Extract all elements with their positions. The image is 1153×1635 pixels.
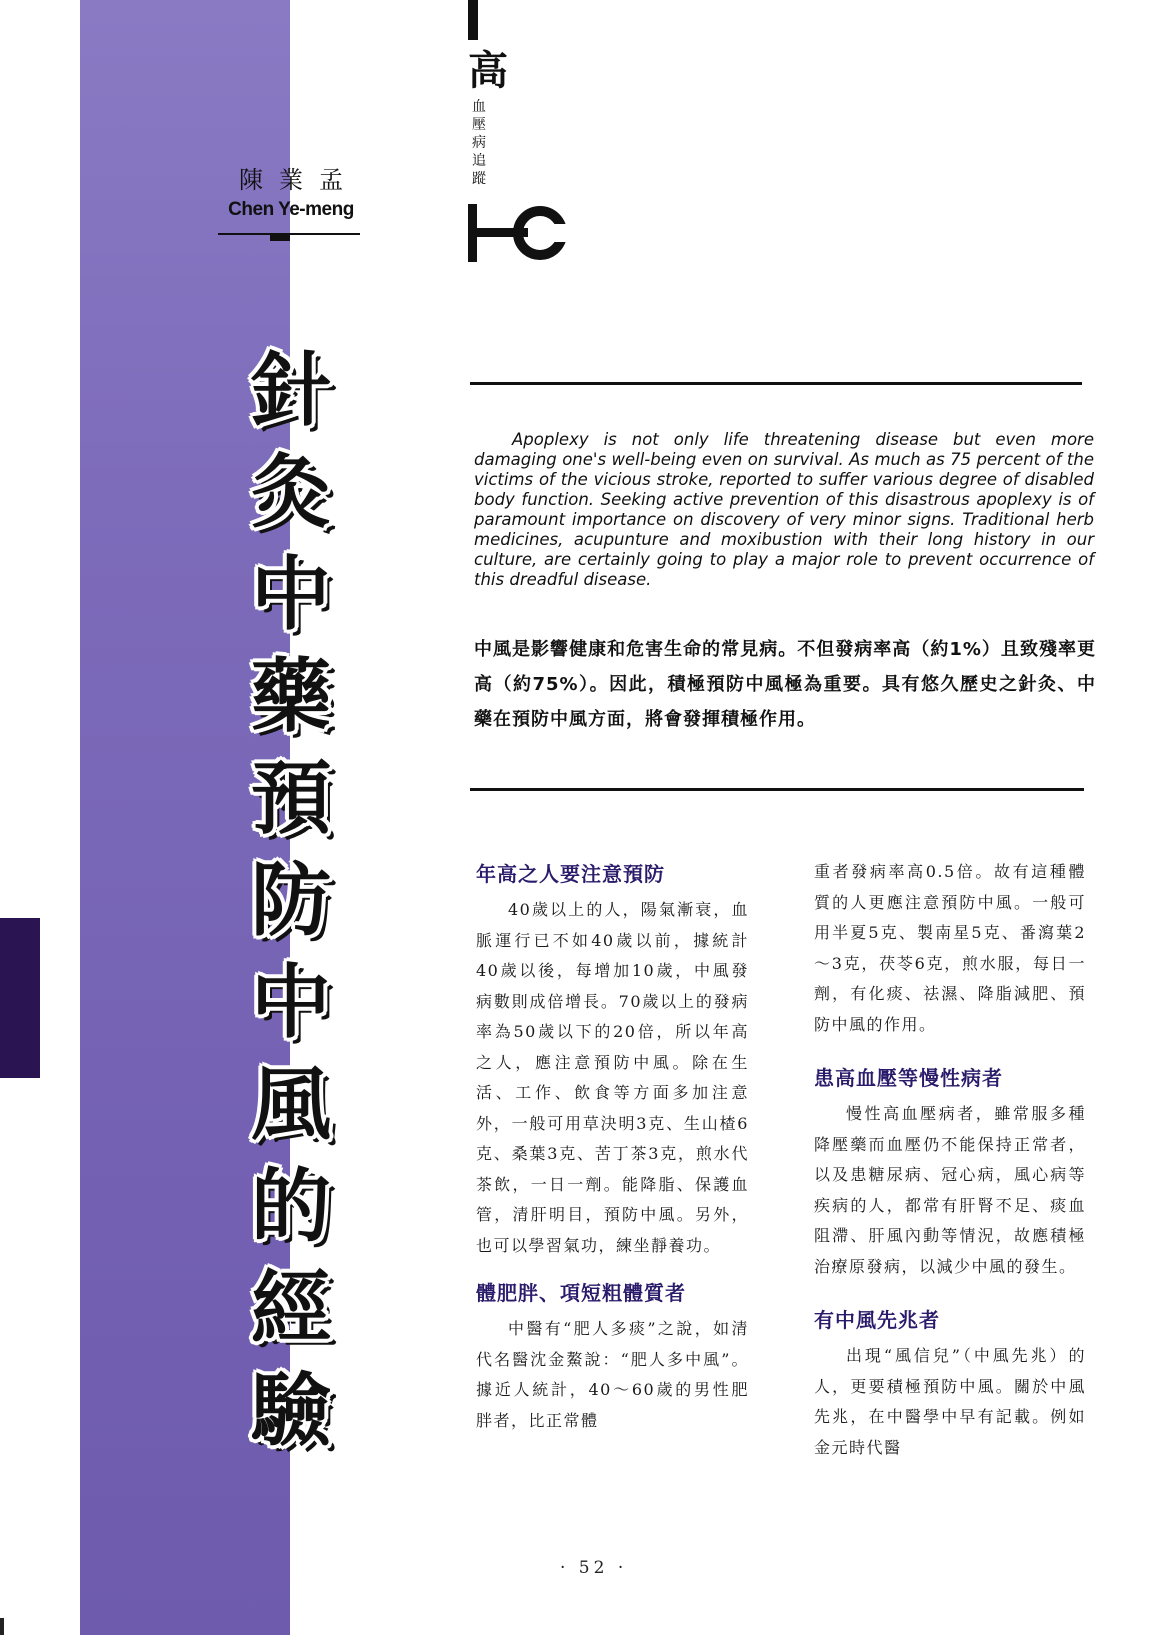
article-title: 針灸中藥預防中風的經驗 xyxy=(251,344,331,1457)
author-divider-tab xyxy=(270,235,290,241)
abstract-top-rule xyxy=(470,382,1082,385)
section-heading: 體肥胖、項短粗體質者 xyxy=(476,1281,686,1305)
corner-mark xyxy=(0,1618,4,1635)
hc-logo-icon xyxy=(466,204,596,264)
page-number: · 52 · xyxy=(560,1558,628,1578)
section-obese xyxy=(476,1277,749,1436)
column-left xyxy=(476,858,749,1436)
section-body: 中醫有“肥人多痰”之說，如清代名醫沈金鰲說：“肥人多中風”。據近人統計，40～60歲的男性肥胖者，比正常體 xyxy=(476,1319,749,1430)
section-precursor xyxy=(814,1304,1086,1463)
author-block xyxy=(220,160,362,221)
section-body: 慢性高血壓病者，雖常服多種降壓藥而血壓仍不能保持正常者，以及患糖尿病、冠心病，風心病等疾病的人，都常有肝腎不足、痰血阻滯、肝風內動等情況，故應積極治療原發病，以減少中風的發生。 xyxy=(814,1104,1086,1276)
section-heading: 有中風先兆者 xyxy=(814,1308,940,1332)
section-heading: 患高血壓等慢性病者 xyxy=(814,1066,1003,1090)
section-elderly xyxy=(476,858,749,1261)
section-chronic xyxy=(814,1062,1086,1282)
series-logo-char: 高 xyxy=(468,48,508,94)
series-logo-bar xyxy=(468,0,478,40)
abstract-bottom-rule xyxy=(470,788,1084,791)
author-name-cn: 陳業孟 xyxy=(239,166,359,194)
series-label: 血壓病追蹤 xyxy=(472,99,486,187)
abstract-english: Apoplexy is not only life threatening disease but even more damaging one's well-being even on survival. As much as 75 percent of the victims of the vicious stroke, reported to suffer various degree of disabled body function. Seeking active prevention of this disastrous apoplexy is of paramount importance on discovery of very minor signs. Traditional herb medicines, acupunture and moxibustion with their long history in our culture, are certainly going to play a major role to prevent occurrence of this dreadful disease. xyxy=(474,430,1094,589)
author-name-en: Chen Ye-meng xyxy=(228,199,354,220)
abstract-chinese: 中風是影響健康和危害生命的常見病。不但發病率高（約1%）且致殘率更高（約75%）。因此，積極預防中風極為重要。具有悠久歷史之針灸、中藥在預防中風方面，將會發揮積極作用。 xyxy=(474,639,1096,730)
section-body: 40歲以上的人，陽氣漸衰，血脈運行已不如40歲以前，據統計40歲以後，每增加10歲，中風發病數則成倍增長。70歲以上的發病率為50歲以下的20倍，所以年高之人，應注意預防中風。除在生活、工作、飲食等方面多加注意外，一般可用草決明3克、生山楂6克、桑葉3克、苦丁茶3克，煎水代茶飲，一日一劑。能降脂、保護血管，清肝明目，預防中風。另外，也可以學習氣功，練坐靜養功。 xyxy=(476,900,749,1255)
section-heading: 年高之人要注意預防 xyxy=(476,862,665,886)
section-body: 出現“風信兒”（中風先兆）的人，更要積極預防中風。關於中風先兆，在中醫學中早有記載。例如金元時代醫 xyxy=(814,1346,1086,1457)
section-body-continued: 重者發病率高0.5倍。故有這種體質的人更應注意預防中風。一般可用半夏5克、製南星5克、番瀉葉2～3克，茯苓6克，煎水服，每日一劑，有化痰、祛濕、降脂減肥、預防中風的作用。 xyxy=(814,862,1086,1034)
page-edge-tab xyxy=(0,918,40,1078)
column-right xyxy=(814,857,1086,1463)
